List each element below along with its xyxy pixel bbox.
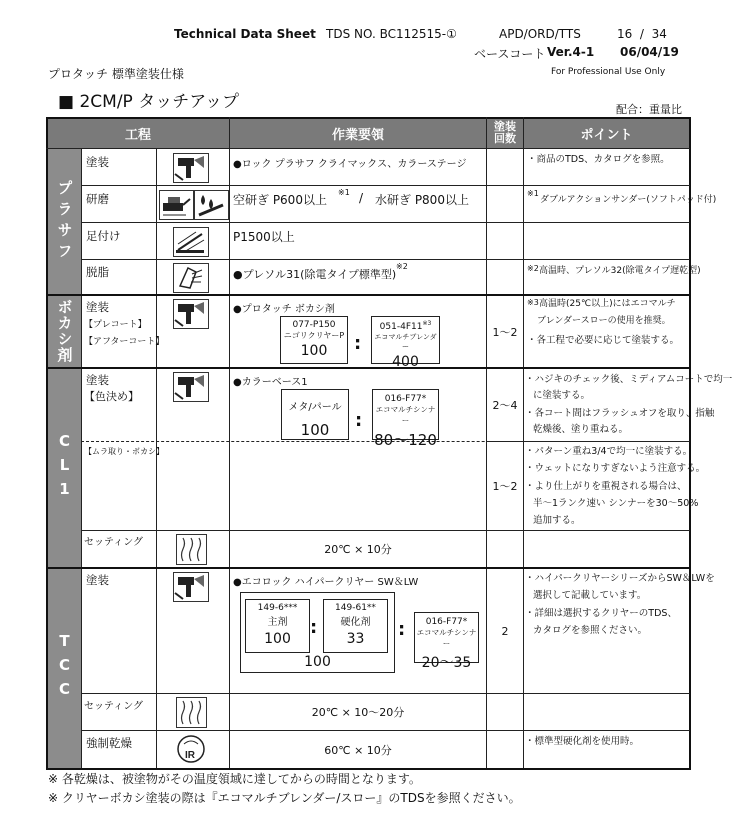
point-footnote-1: ※1	[527, 189, 539, 198]
ratio-colon: :	[354, 333, 362, 354]
step-bokashi-aftercoat: 【アフターコート】	[84, 337, 165, 347]
step-bokashi-coat: 塗装	[86, 300, 109, 314]
step-tcc-forced-dry: 強制乾燥	[86, 736, 132, 750]
mix-total: 100	[304, 654, 331, 670]
page-number: 16 / 34	[617, 27, 667, 41]
col-header-point: ポイント	[524, 118, 689, 148]
point-primer-sand: ダブルアクションサンダー(ソフトパッド付)	[540, 195, 717, 205]
heat-waves-icon	[176, 697, 207, 728]
spray-gun-icon	[173, 299, 209, 329]
section-bokashi-label: ボカシ剤	[55, 299, 74, 363]
col-header-process: 工程	[47, 118, 229, 148]
mix-name: ニゴリクリヤーP	[283, 331, 345, 340]
mix-value: 33	[346, 631, 365, 647]
sandpaper-icon	[173, 227, 209, 257]
section-cl1-label: CL1	[55, 431, 74, 504]
ratio-colon: :	[355, 410, 363, 431]
mix-value: 80～120	[374, 431, 437, 449]
mix-value: 100	[264, 631, 291, 647]
ratio-colon: :	[310, 617, 318, 638]
wipe-cloth-icon	[173, 263, 209, 293]
footnote-1: ※ 各乾燥は、被塗物がその温度領域に達してからの時間となります。	[48, 772, 421, 786]
mix-box-cl1-1	[281, 389, 349, 440]
spec-label: プロタッチ 標準塗装仕様	[48, 67, 184, 81]
coats-cl1-mura: 1～2	[492, 480, 518, 493]
mix-name: メタ/パール	[288, 402, 342, 413]
col-header-work: 作業要領	[230, 118, 486, 148]
mix-code: 051-4F11	[379, 322, 423, 332]
step-tcc-setting: セッティング	[84, 701, 143, 712]
work-primer-sand-sep: /	[359, 191, 364, 205]
mix-name: エコマルチシンナー	[416, 628, 477, 648]
point-primer-degrease: 高温時、プレソル32(除電タイプ遅乾型)	[539, 266, 701, 276]
section-tcc	[47, 568, 81, 768]
section-title: ■ 2CM/P タッチアップ	[58, 92, 240, 112]
mix-value: 100	[300, 343, 328, 359]
point-cl1-4: 乾燥後、塗り重ねる。	[533, 424, 629, 435]
spray-gun-icon	[173, 372, 209, 402]
mix-value: 20～35	[421, 655, 472, 671]
work-primer-sand-wet: 水研ぎ P800以上	[375, 193, 469, 207]
mix-code: 016-F77*	[384, 394, 427, 404]
mix-box-bokashi-1	[280, 316, 348, 364]
mix-code: 016-F77*	[425, 617, 468, 627]
mix-name: 硬化剤	[340, 617, 371, 628]
point-cl1-mura-3: ・より仕上がりを重視される場合は、	[525, 481, 687, 492]
step-cl1-coat: 塗装	[86, 373, 109, 387]
point-cl1-mura-1: ・パターン重ね3/4で均一に塗装する。	[525, 446, 693, 457]
point-bokashi-2: ブレンダースローの使用を推奨。	[537, 316, 671, 326]
mix-box-cl1-2	[372, 389, 439, 449]
work-primer-sand-dry: 空研ぎ P600以上	[233, 193, 327, 207]
point-tcc-forced-dry: ・標準型硬化剤を使用時。	[525, 736, 640, 747]
version: Ver.4-1	[547, 45, 595, 59]
point-tcc-1: ・ハイパークリヤーシリーズからSW＆LWを	[525, 573, 715, 584]
mix-name: 主剤	[267, 617, 288, 628]
mix-value: 400	[392, 354, 419, 370]
svg-text:IR: IR	[185, 750, 195, 761]
sander-icon	[159, 190, 194, 220]
work-primer-footing: P1500以上	[233, 230, 295, 244]
work-tcc: ●エコロック ハイパークリヤー SW＆LW	[233, 577, 419, 588]
ir-lamp-icon	[176, 734, 206, 764]
water-sanding-icon	[194, 190, 229, 220]
mix-code-sup: ※3	[422, 320, 432, 327]
coats-cl1-color: 2～4	[492, 399, 518, 412]
coats-tcc: 2	[501, 624, 509, 638]
step-cl1-setting: セッティング	[84, 537, 143, 548]
department: APD/ORD/TTS	[499, 27, 581, 41]
step-primer-sand: 研磨	[86, 192, 109, 206]
spray-gun-icon	[173, 572, 209, 602]
step-primer-footing: 足付け	[86, 229, 121, 243]
step-primer-degrease: 脱脂	[86, 265, 109, 279]
mix-box-tcc-main	[245, 599, 310, 653]
work-primer-degrease: ●プレソル31(除電タイプ標準型)	[233, 268, 397, 281]
section-primer	[47, 149, 81, 294]
footnote-2: ※ クリヤーボカシ塗装の際は『エコマルチブレンダー/スロー』のTDSを参照ください。	[48, 791, 521, 805]
point-tcc-4: カタログを参照ください。	[533, 625, 648, 636]
point-cl1-2: に塗装する。	[533, 390, 591, 401]
step-cl1-color: 【色決め】	[84, 390, 139, 403]
step-primer-coat: 塗装	[86, 155, 109, 169]
work-cl1: ●カラーベース1	[233, 377, 308, 388]
step-cl1-mura: 【ムラ取り・ボカシ】	[84, 447, 164, 456]
work-bokashi: ●プロタッチ ボカシ剤	[233, 304, 335, 315]
heat-waves-icon	[176, 534, 207, 565]
point-cl1-3: ・各コート間はフラッシュオフを取り、指触	[525, 408, 715, 419]
mix-box-tcc-hardener	[323, 599, 388, 653]
mix-name: エコマルチブレンダー	[374, 333, 437, 351]
professional-use-note: For Professional Use Only	[551, 67, 666, 77]
step-tcc-coat: 塗装	[86, 573, 109, 587]
mix-code: 149-61**	[335, 603, 376, 613]
point-tcc-3: ・詳細は選択するクリヤーのTDS、	[525, 608, 677, 619]
section-primer-label: プラサフ	[55, 179, 74, 264]
work-primer-coat: ●ロック プラサフ クライマックス、カラーステージ	[233, 159, 467, 170]
section-cl1	[47, 368, 81, 567]
mix-box-tcc-thinner	[414, 612, 479, 671]
section-tcc-label: TCC	[55, 632, 74, 704]
point-cl1-mura-2: ・ウェットになりすぎないよう注意する。	[525, 463, 706, 474]
ratio-note: 配合：重量比	[616, 103, 682, 116]
tds-number: TDS NO. BC112515-①	[326, 27, 457, 41]
work-tcc-forced-dry: 60℃ × 10分	[324, 743, 392, 757]
col-header-coats: 塗装 回数	[487, 118, 523, 148]
point-cl1-1: ・ハジキのチェック後、ミディアムコートで均一	[525, 374, 733, 385]
work-cl1-setting: 20℃ × 10分	[324, 543, 392, 556]
ratio-colon: :	[398, 619, 406, 640]
point-footnote-3: ※3	[527, 298, 539, 307]
issue-date: 06/04/19	[620, 45, 679, 59]
point-footnote-2: ※2	[527, 264, 539, 273]
mix-value: 100	[300, 421, 330, 439]
point-bokashi-3: ・各工程で必要に応じて塗装する。	[527, 335, 680, 346]
work-tcc-setting: 20℃ × 10～20分	[311, 706, 405, 719]
mix-name: エコマルチシンナー	[375, 405, 436, 425]
doc-title: Technical Data Sheet	[174, 27, 316, 41]
point-primer-coat: ・商品のTDS、カタログを参照。	[527, 154, 670, 165]
step-bokashi-precoat: 【プレコート】	[84, 320, 147, 330]
coats-bokashi: 1～2	[492, 325, 518, 339]
point-tcc-2: 選択して記載しています。	[533, 590, 647, 601]
point-bokashi-1: 高温時(25℃以上)にはエコマルチ	[539, 299, 676, 309]
footnote-ref-1: ※1	[338, 188, 350, 197]
doc-subtitle: ベースコート	[474, 47, 546, 61]
point-cl1-mura-4: 半～1ランク速い シンナーを30～50%	[533, 498, 699, 509]
section-bokashi	[47, 295, 81, 367]
mix-code: 077-P150	[292, 320, 336, 330]
mix-box-bokashi-2	[371, 316, 440, 370]
spray-gun-icon	[173, 153, 209, 183]
footnote-ref-2: ※2	[396, 262, 408, 271]
point-cl1-mura-5: 追加する。	[533, 515, 581, 526]
mix-code: 149-6***	[257, 603, 298, 613]
